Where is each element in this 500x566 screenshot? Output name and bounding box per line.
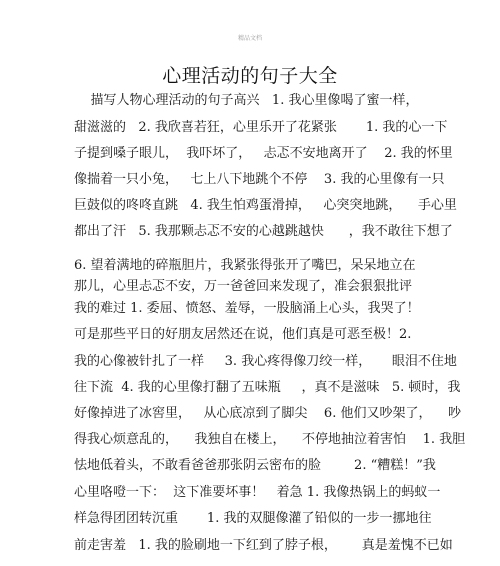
body-line: 样急得团团转沉重 1. 我的双腿像灌了铅似的一步一挪地往 <box>74 511 432 526</box>
body-line: 往下流 4. 我的心里像打翻了五味瓶 ，真不是滋味 5. 顿时，我 <box>74 380 461 395</box>
body-line: 甜滋滋的 2. 我欣喜若狂，心里乐开了花紧张 1. 我的心一下 <box>74 120 448 135</box>
body-line: 可是那些平日的好朋友居然还在说，他们真是可恶至极！2. <box>74 327 412 342</box>
header-watermark: 精品文档 <box>237 35 262 42</box>
body-line: 心里咯噔一下： 这下准要坏事！ 着急 1. 我像热锅上的蚂蚁一 <box>74 485 441 500</box>
body-line: 子提到嗓子眼儿， 我吓坏了， 忐忑不安地离开了 2. 我的怀里 <box>74 146 453 161</box>
body-line: 前走害羞 1. 我的脸刷地一下红到了脖子根， 真是羞愧不已如 <box>74 538 453 553</box>
body-line: 我的心像被针扎了一样 3. 我心疼得像刀绞一样， 眼泪不住地 <box>74 354 457 369</box>
body-line: 得我心烦意乱的， 我独自在楼上， 不停地抽泣着害怕 1. 我胆 <box>74 432 466 447</box>
body-line: 6. 望着满地的碎瓶胆片，我紧张得张开了嘴巴，呆呆地立在 <box>74 258 416 273</box>
body-line: 像揣着一只小兔， 七上八下地跳个不停 3. 我的心里像有一只 <box>74 172 445 187</box>
body-line: 怯地低着头，不敢看爸爸那张阴云密布的脸 2. “糟糕！”我 <box>74 458 436 473</box>
body-line: 好像掉进了冰窖里， 从心底凉到了脚尖 6. 他们又吵架了， 吵 <box>74 406 461 421</box>
body-line: 都出了汗 5. 我那颗忐忑不安的心越跳越快 ，我不敢往下想了 <box>74 224 453 239</box>
body-line: 巨鼓似的咚咚直跳 4. 我生怕鸡蛋滑掉， 心突突地跳， 手心里 <box>74 198 457 213</box>
document-title: 心理活动的句子大全 <box>162 65 338 87</box>
body-line: 我的难过 1. 委屈、愤怒、羞辱，一股脑涌上心头，我哭了！ <box>74 301 420 316</box>
body-line: 描写人物心理活动的句子高兴 1. 我心里像喝了蜜一样， <box>74 93 419 108</box>
body-line: 那儿，心里忐忑不安，万一爸爸回来发现了，准会狠狠批评 <box>74 279 413 294</box>
